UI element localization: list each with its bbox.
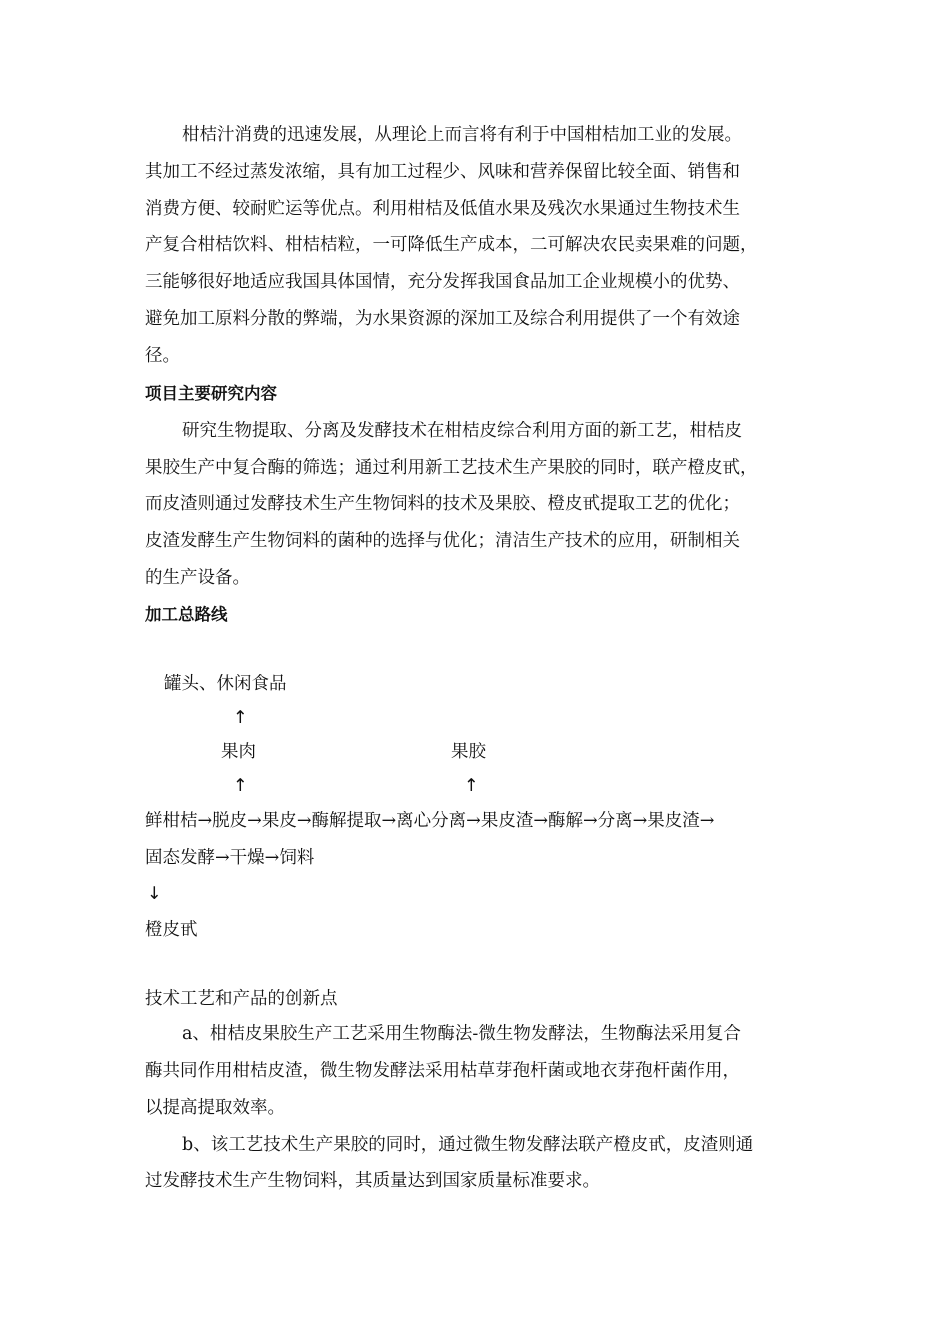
up-arrow-icon: ↑ [233, 776, 248, 796]
para1-line: 产复合柑桔饮料、柑桔桔粒，一可降低生产成本，二可解决农民卖果难的问题， [145, 235, 758, 255]
para1-line: 柑桔汁消费的迅速发展，从理论上而言将有利于中国柑桔加工业的发展。 [182, 125, 742, 145]
para2-line: 果胶生产中复合酶的筛选；通过利用新工艺技术生产果胶的同时，联产橙皮甙， [145, 458, 758, 478]
para1-line: 其加工不经过蒸发浓缩，具有加工过程少、风味和营养保留比较全面、销售和 [145, 162, 740, 182]
up-arrow-icon: ↑ [464, 776, 479, 796]
para1-line: 避免加工原料分散的弊端，为水果资源的深加工及综合利用提供了一个有效途 [145, 309, 740, 329]
para1-line: 消费方便、较耐贮运等优点。利用柑桔及低值水果及残次水果通过生物技术生 [145, 199, 740, 219]
up-arrow-icon: ↑ [233, 708, 248, 728]
flow-main-line: 固态发酵→干燥→饲料 [145, 848, 315, 868]
para1-line: 径。 [145, 346, 180, 366]
down-arrow-icon: ↓ [147, 884, 162, 904]
section-heading-route: 加工总路线 [145, 605, 228, 624]
para2-line: 研究生物提取、分离及发酵技术在柑桔皮综合利用方面的新工艺，柑桔皮 [182, 421, 742, 441]
para2-line: 而皮渣则通过发酵技术生产生物饲料的技术及果胶、橙皮甙提取工艺的优化； [145, 494, 740, 514]
point-a-line: 以提高提取效率。 [145, 1098, 285, 1118]
para2-line: 皮渣发酵生产生物饲料的菌种的选择与优化；清洁生产技术的应用，研制相关 [145, 531, 740, 551]
flow-top-product: 罐头、休闲食品 [164, 674, 287, 694]
point-b-line: 过发酵技术生产生物饲料，其质量达到国家质量标准要求。 [145, 1171, 600, 1191]
para2-line: 的生产设备。 [145, 568, 250, 588]
flow-main-line: 鲜柑桔→脱皮→果皮→酶解提取→离心分离→果皮渣→酶解→分离→果皮渣→ [145, 811, 715, 831]
flow-pectin: 果胶 [451, 742, 486, 762]
point-a-line: a、柑桔皮果胶生产工艺采用生物酶法-微生物发酵法，生物酶法采用复合 [182, 1024, 741, 1044]
flow-hesperidin: 橙皮甙 [145, 920, 198, 940]
flow-pulp: 果肉 [221, 742, 256, 762]
section-heading-research: 项目主要研究内容 [145, 384, 277, 403]
section-heading-innovation: 技术工艺和产品的创新点 [145, 989, 338, 1009]
point-b-line: b、该工艺技术生产果胶的同时，通过微生物发酵法联产橙皮甙，皮渣则通 [182, 1135, 754, 1155]
point-a-line: 酶共同作用柑桔皮渣，微生物发酵法采用枯草芽孢杆菌或地衣芽孢杆菌作用， [145, 1061, 740, 1081]
para1-line: 三能够很好地适应我国具体国情，充分发挥我国食品加工企业规模小的优势、 [145, 272, 740, 292]
